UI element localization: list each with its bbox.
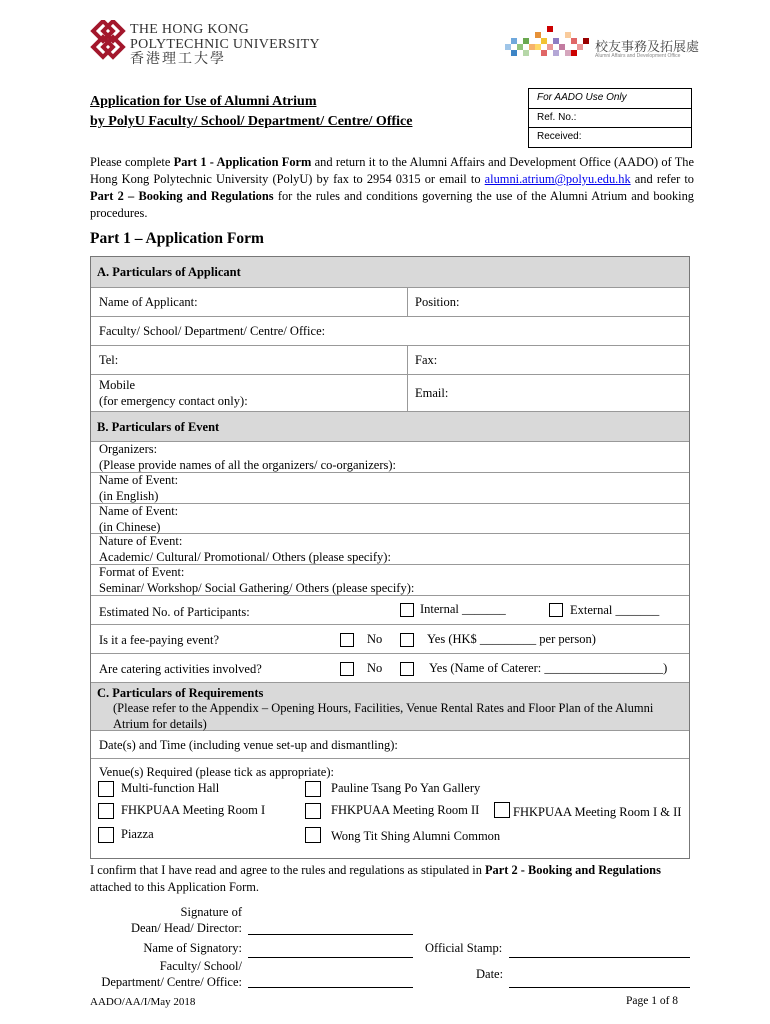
signatory-name-line[interactable]: [248, 957, 413, 958]
venues-row: [91, 759, 689, 858]
event-name-en-label: [99, 473, 178, 504]
section-a-heading-row: [91, 257, 689, 288]
venue-room-1-label: FHKPUAA Meeting Room I: [121, 803, 266, 817]
organizers-label-line1: Organizers:: [99, 442, 158, 456]
university-name-line2: POLYTECHNIC UNIVERSITY: [130, 37, 320, 52]
section-b-heading-row: [91, 412, 689, 442]
tel-label: Tel:: [99, 353, 119, 367]
title-line1: Application for Use of Alumni Atrium: [90, 94, 317, 109]
office-use-heading: For AADO Use Only: [529, 89, 691, 109]
event-format-label: [99, 565, 414, 596]
venue-gallery-checkbox[interactable]: [305, 781, 321, 797]
fee-no-label: No: [367, 632, 383, 646]
official-stamp-line[interactable]: [509, 957, 690, 958]
venue-room-1-2-label: FHKPUAA Meeting Room I & II: [513, 805, 682, 819]
intro-text: and return it to the Alumni Affairs and Development Office (AADO) of The Hong Kong Polytechnic University (PolyU) by fax to 2954 0315 or email to: [90, 155, 695, 186]
section-c-note-line1: (Please refer to the Appendix – Opening Hours, Facilities, Venue Rental Rates and Floor Plan of the Alumni: [113, 701, 654, 715]
university-name-line1: THE HONG KONG: [130, 22, 249, 37]
catering-question: Are catering activities involved?: [99, 662, 262, 676]
venue-alumni-common-checkbox[interactable]: [305, 827, 321, 843]
event-nature-line2: Academic/ Cultural/ Promotional/ Others (please specify):: [99, 549, 391, 564]
venue-room-1-2-checkbox[interactable]: [494, 802, 510, 818]
aado-name-en: Alumni Affairs and Development Office: [595, 53, 681, 59]
fee-yes-label: Yes (HK$ _________ per person): [427, 632, 596, 646]
confirm-text: attached to this Application Form.: [90, 880, 259, 894]
venue-room-2-label: FHKPUAA Meeting Room II: [331, 803, 480, 817]
faculty-label: Faculty/ School/ Department/ Centre/ Office:: [99, 324, 326, 338]
mobile-label: [99, 378, 248, 409]
venue-alumni-common-label: Wong Tit Shing Alumni Common: [331, 829, 501, 843]
confirm-text: I confirm that I have read and agree to the rules and regulations as stipulated in: [90, 863, 485, 877]
section-a-heading: A. Particulars of Applicant: [97, 265, 241, 279]
applicant-name-label: Name of Applicant:: [99, 295, 198, 309]
signature-label: [131, 904, 242, 936]
event-nature-label: [99, 534, 391, 565]
organizers-row[interactable]: [91, 442, 689, 473]
venue-multi-function-hall-label: Multi-function Hall: [121, 781, 220, 795]
venue-multi-function-hall-checkbox[interactable]: [98, 781, 114, 797]
university-name: [130, 22, 350, 67]
tel-fax-row[interactable]: [91, 346, 689, 375]
official-stamp-label: Official Stamp:: [425, 941, 503, 955]
faculty-sign-line[interactable]: [248, 987, 413, 988]
mobile-label-line2: (for emergency contact only):: [99, 393, 248, 408]
internal-label: Internal _______: [420, 602, 506, 616]
date-line[interactable]: [509, 987, 690, 988]
fax-label: Fax:: [415, 353, 438, 367]
event-format-row[interactable]: [91, 565, 689, 596]
internal-checkbox[interactable]: [400, 603, 414, 617]
university-name-cn: 香港理工大學: [130, 52, 226, 67]
signature-label-line1: Signature of: [180, 905, 242, 919]
venue-piazza-checkbox[interactable]: [98, 827, 114, 843]
catering-yes-label: Yes (Name of Caterer: ___________________): [429, 661, 668, 675]
polyu-emblem-icon: [90, 20, 126, 62]
dates-label: Date(s) and Time (including venue set-up and dismantling):: [99, 738, 398, 752]
aado-mosaic-icon: [503, 18, 591, 64]
catering-yes-checkbox[interactable]: [400, 662, 414, 676]
event-format-line1: Format of Event:: [99, 565, 185, 579]
position-label: Position:: [415, 295, 460, 309]
intro-text: Please complete: [90, 155, 174, 169]
polyu-logo: [90, 20, 126, 62]
venue-piazza-label: Piazza: [121, 827, 154, 841]
confirmation-text: [90, 862, 694, 896]
intro-text: for the rules and conditions governing the use of the Alumni Atrium and booking procedures.: [90, 189, 694, 220]
section-c-heading-row: [91, 683, 689, 731]
intro-paragraph: [90, 154, 694, 222]
faculty-row[interactable]: [91, 317, 689, 346]
signatory-name-label: Name of Signatory:: [143, 941, 242, 955]
ref-no-field: Ref. No.:: [529, 109, 691, 129]
faculty-sign-label: [101, 958, 242, 990]
email-link[interactable]: alumni.atrium@polyu.edu.hk: [484, 172, 631, 186]
participants-label: Estimated No. of Participants:: [99, 605, 250, 619]
confirm-bold: Part 2 - Booking and Regulations: [484, 863, 661, 877]
email-label: Email:: [415, 386, 449, 400]
organizers-label: [99, 442, 396, 473]
external-checkbox[interactable]: [549, 603, 563, 617]
fee-no-checkbox[interactable]: [340, 633, 354, 647]
received-field: Received:: [537, 131, 582, 142]
mobile-label-line1: Mobile: [99, 378, 136, 392]
part1-heading: Part 1 – Application Form: [90, 230, 264, 247]
organizers-label-line2: (Please provide names of all the organizers/ co-organizers):: [99, 457, 396, 472]
faculty-sign-label-line2: Department/ Centre/ Office:: [101, 975, 242, 989]
page-number: Page 1 of 8: [626, 995, 679, 1007]
external-label: External _______: [570, 603, 660, 617]
footer-code: AADO/AA/I/May 2018: [90, 996, 196, 1008]
section-c-note: [113, 701, 653, 732]
name-position-row[interactable]: [91, 288, 689, 317]
venue-question: Venue(s) Required (please tick as appropriate):: [99, 765, 334, 779]
catering-no-label: No: [367, 661, 383, 675]
page-title: [90, 92, 412, 132]
title-line2: by PolyU Faculty/ School/ Department/ Centre/ Office: [90, 114, 413, 129]
venue-room-2-checkbox[interactable]: [305, 803, 321, 819]
event-name-en-line1: Name of Event:: [99, 473, 179, 487]
venue-gallery-label: Pauline Tsang Po Yan Gallery: [331, 781, 481, 795]
catering-no-checkbox[interactable]: [340, 662, 354, 676]
event-name-cn-row[interactable]: [91, 504, 689, 534]
event-nature-line1: Nature of Event:: [99, 534, 183, 548]
event-format-line2: Seminar/ Workshop/ Social Gathering/ Others (please specify):: [99, 580, 415, 595]
venue-room-1-checkbox[interactable]: [98, 803, 114, 819]
section-c-note-line2: Atrium for details): [113, 716, 207, 731]
aado-name-cn: 校友事務及拓展處: [595, 39, 700, 54]
section-c-heading: C. Particulars of Requirements: [97, 686, 264, 700]
event-name-en-row[interactable]: [91, 473, 689, 504]
intro-bold-part2: Part 2 – Booking and Regulations: [90, 189, 274, 203]
fee-question: Is it a fee-paying event?: [99, 633, 220, 647]
application-form: [90, 256, 690, 859]
catering-row[interactable]: [91, 654, 689, 683]
intro-bold-part1: Part 1 - Application Form: [173, 155, 312, 169]
intro-text: and refer to: [630, 172, 695, 186]
section-b-heading: B. Particulars of Event: [97, 420, 220, 434]
event-name-cn-label: [99, 504, 178, 535]
mobile-email-row[interactable]: [91, 375, 689, 412]
event-name-cn-line1: Name of Event:: [99, 504, 179, 518]
event-name-cn-line2: (in Chinese): [99, 519, 161, 534]
aado-logo: [503, 18, 591, 64]
event-name-en-line2: (in English): [99, 488, 159, 503]
date-label: Date:: [476, 967, 504, 981]
signature-line[interactable]: [248, 934, 413, 935]
participants-row[interactable]: [91, 596, 689, 625]
event-nature-row[interactable]: [91, 534, 689, 565]
faculty-sign-label-line1: Faculty/ School/: [159, 959, 242, 973]
signature-label-line2: Dean/ Head/ Director:: [130, 921, 242, 935]
office-use-box: [528, 88, 692, 148]
fee-yes-checkbox[interactable]: [400, 633, 414, 647]
dates-row[interactable]: [91, 731, 689, 759]
fee-row[interactable]: [91, 625, 689, 654]
